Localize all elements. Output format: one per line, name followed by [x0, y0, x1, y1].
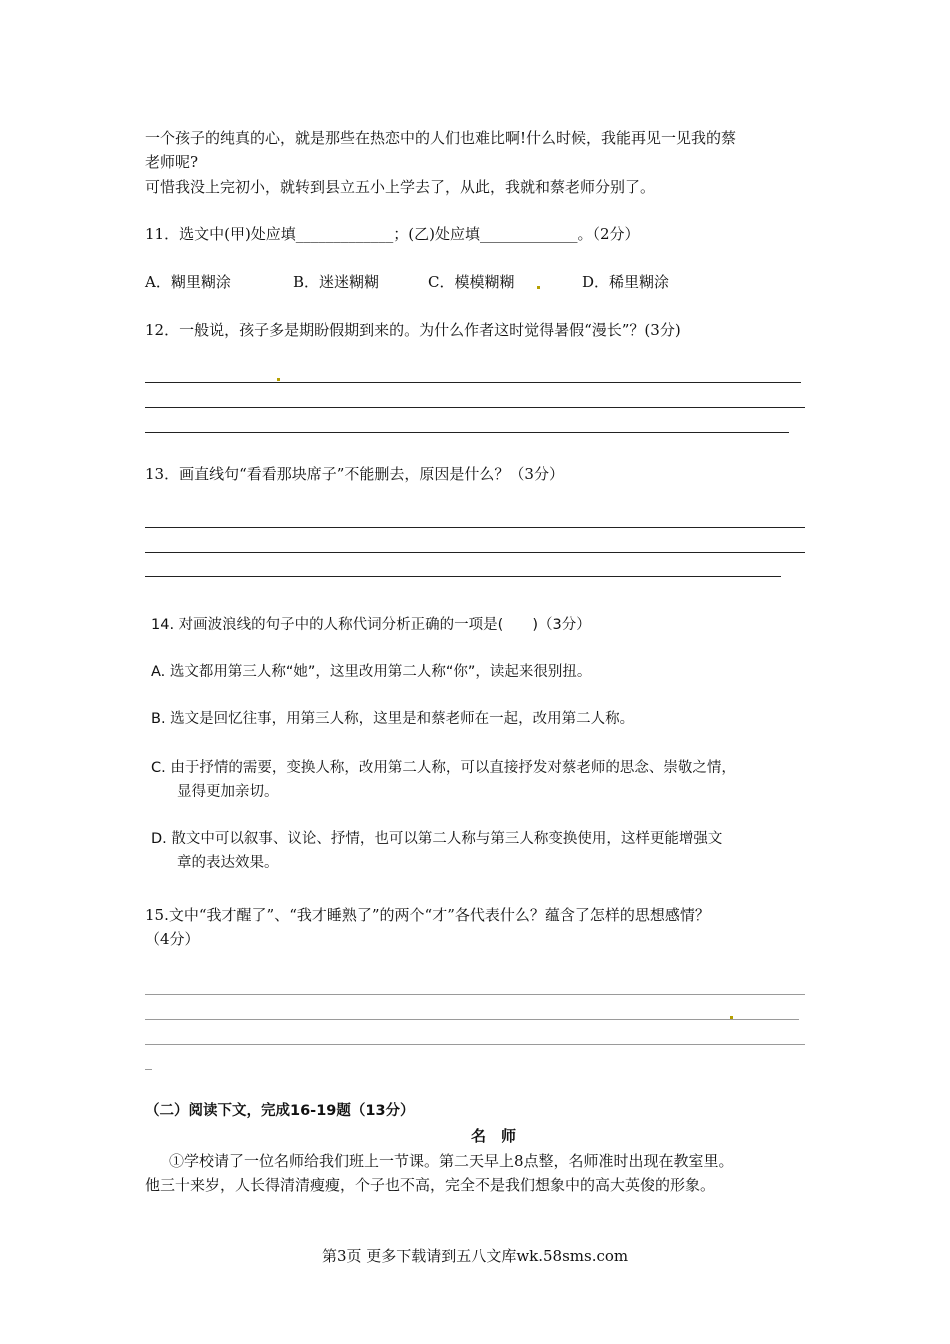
- q14-option-d-line2: 章的表达效果。: [177, 855, 279, 871]
- question-12: 12．一般说，孩子多是期盼假期到来的。为什么作者这时觉得暑假“漫长”？(3分): [145, 321, 681, 339]
- passage-line-3: 可惜我没上完初小，就转到县立五小上学去了，从此，我就和蔡老师分别了。: [145, 178, 656, 196]
- article-para1-line1: ①学校请了一位名师给我们班上一节课。第二天早上8点整，名师准时出现在教室里。: [169, 1152, 734, 1170]
- question-13: 13．画直线句“看看那块席子”不能删去，原因是什么？（3分）: [145, 465, 564, 483]
- q14-option-b: B. 选文是回忆往事，用第三人称，这里是和蔡老师在一起，改用第二人称。: [151, 711, 635, 727]
- answer-line: [145, 576, 781, 577]
- article-para1-line2: 他三十来岁，人长得清清瘦瘦，个子也不高，完全不是我们想象中的高大英俊的形象。: [145, 1176, 716, 1194]
- answer-line: [145, 1044, 805, 1045]
- passage-line-1: 一个孩子的纯真的心，就是那些在热恋中的人们也难比啊!什么时候，我能再见一见我的蔡: [145, 129, 737, 147]
- question-15-line1: 15.文中“我才醒了”、“我才睡熟了”的两个“才”各代表什么？蕴含了怎样的思想感情？: [145, 906, 710, 924]
- answer-line: [145, 432, 789, 433]
- answer-line: [145, 407, 805, 408]
- speck: [730, 1016, 733, 1019]
- answer-line: [145, 1069, 152, 1070]
- question-11: 11．选文中(甲)处应填_____________；(乙)处应填_____________。（2分）: [145, 225, 640, 243]
- page-footer: 第3页 更多下载请到五八文库wk.58sms.com: [322, 1247, 629, 1265]
- passage-line-2: 老师呢?: [145, 153, 199, 171]
- answer-line: [145, 382, 801, 383]
- q14-option-c-line1: C. 由于抒情的需要，变换人称，改用第二人称，可以直接抒发对蔡老师的思念、崇敬之情，: [151, 760, 736, 776]
- question-14: 14. 对画波浪线的句子中的人称代词分析正确的一项是( )（3分）: [151, 617, 591, 633]
- speck: [277, 378, 280, 381]
- q11-option-c: C．模模糊糊: [428, 273, 515, 291]
- q11-option-a: A．糊里糊涂: [145, 273, 231, 291]
- answer-line: [145, 552, 805, 553]
- answer-line: [145, 994, 805, 995]
- speck: [537, 286, 540, 289]
- answer-line: [145, 1019, 799, 1020]
- q14-option-a: A. 选文都用第三人称“她”，这里改用第二人称“你”，读起来很别扭。: [151, 664, 592, 680]
- q11-option-d: D．稀里糊涂: [582, 273, 670, 291]
- q14-option-c-line2: 显得更加亲切。: [177, 784, 279, 800]
- answer-line: [145, 527, 805, 528]
- q14-option-d-line1: D. 散文中可以叙事、议论、抒情，也可以第二人称与第三人称变换使用，这样更能增强文: [151, 831, 723, 847]
- section-heading: （二）阅读下文，完成16-19题（13分）: [145, 1103, 415, 1119]
- q11-option-b: B．迷迷糊糊: [293, 273, 380, 291]
- article-title: 名 师: [471, 1127, 517, 1145]
- question-15-line2: （4分）: [145, 930, 200, 948]
